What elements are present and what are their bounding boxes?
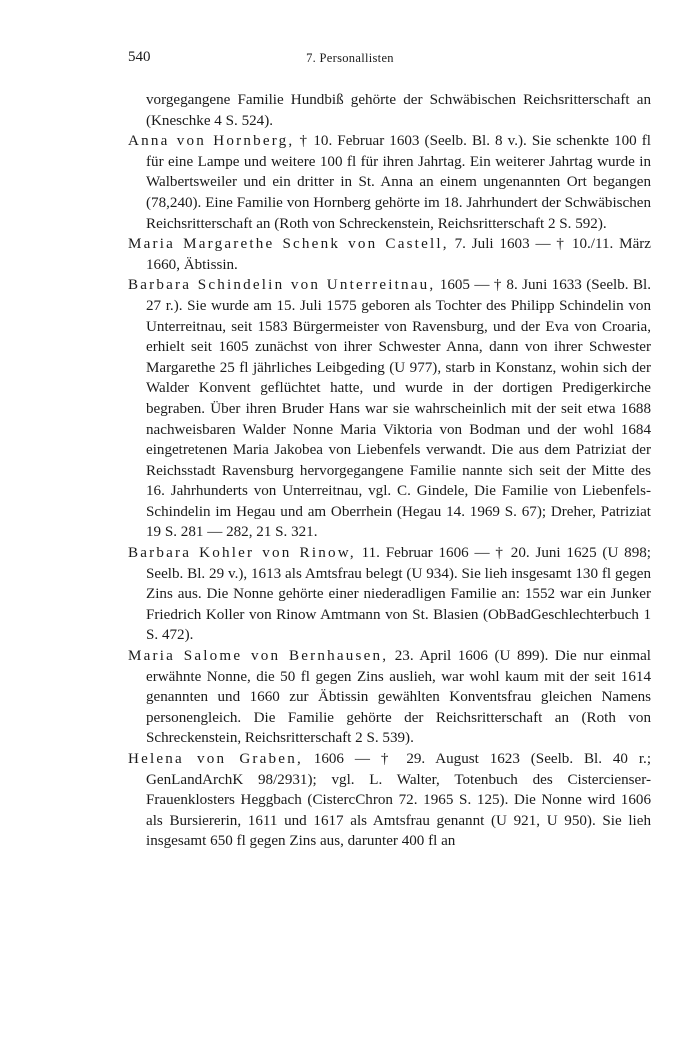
entry-maria-salome (128, 646, 651, 749)
entry-continuation (128, 90, 651, 131)
entry-maria-margarethe-schenk (128, 234, 651, 275)
entry-barbara-schindelin (128, 275, 651, 543)
entry-anna-von-hornberg (128, 131, 651, 234)
entry-text: 11. Februar 1606 — † 20. Juni 1625 (U 898; Seelb. Bl. 29 v.), 1613 als Amtsfrau belegt (U 934). Sie lieh insgesamt 130 fl gegen Zins aus. Die Nonne gehörte einer niederadligen Familie an: 1552 war ein Junker Friedrich Koller von Rinow Amtmann von St. Blasien (ObBadGeschlechterbuch 1 S. 472). (146, 545, 652, 644)
entry-name: Barbara Kohler von Rinow, (128, 545, 356, 562)
entry-helena-von-graben (128, 749, 651, 852)
entry-text: 7. Juli 1603 — † 10./11. März 1660, Äbtissin. (146, 236, 651, 273)
running-head: 7. Personallisten (306, 51, 394, 65)
entry-barbara-kohler (128, 543, 651, 646)
entry-name: Maria Salome von Bernhausen, (128, 648, 389, 665)
page-number: 540 (128, 49, 151, 65)
entry-text: 1605 — † 8. Juni 1633 (Seelb. Bl. 27 r.). Sie wurde am 15. Juli 1575 geboren als Tochter des Philipp Schindelin von Unterreitnau, seit 1583 Bürgermeister von Ravensburg, und der Eva von Croaria, erhielt seit 1605 zunächst von ihrer Schwester Anna, dann von ihrer Schwester Margarethe 25 fl jährliches Leibgeding (U 977), starb in Konstanz, wohin sich der Walder Konvent geflüchtet hatte, und wurde in der dortigen Predigerkirche begraben. Über ihren Bruder Hans war sie wahrscheinlich mit der seit etwa 1688 nachweisbaren Walder Nonne Maria Viktoria von Bodman und der wohl 1684 eingetretenen Maria Jakobea von Liebenfels verwandt. Die aus dem Patriziat der Reichsstadt Ravensburg hervorgegangene Familie nannte sich seit der Mitte des 16. Jahrhunderts von Unterreitnau, vgl. C. Gindele, Die Familie von Liebenfels-Schindelin im Hegau und am Oberrhein (Hegau 14. 1969 S. 67); Dreher, Patriziat 19 S. 281 — 282, 21 S. 321. (146, 277, 651, 541)
text-body (128, 90, 651, 852)
entry-text: † 10. Februar 1603 (Seelb. Bl. 8 v.). Sie schenkte 100 fl für eine Lampe und weitere 100 fl für ihren Jahrtag. Ein weiterer Jahrtag wurde in Walbertsweiler und ein dritter in St. Anna an einem ungenannten Ort begangen (78,240). Eine Familie von Hornberg gehörte im 18. Jahrhundert der Schwäbischen Reichsritterschaft an (Roth von Schreckenstein, Reichsritterschaft 2 S. 592). (146, 133, 651, 232)
entry-name: Barbara Schindelin von Unterreitnau, (128, 277, 436, 294)
entry-text: 23. April 1606 (U 899). Die nur einmal erwähnte Nonne, die 50 fl gegen Zins auslieh, war wohl kaum mit der seit 1614 genannten und 1660 zur Äbtissin gewählten Konventsfrau gleichen Namens personengleich. Die Familie gehörte der Reichsritterschaft an (Roth von Schreckenstein, Reichsritterschaft 2 S. 539). (146, 648, 652, 747)
entry-text: vorgegangene Familie Hundbiß gehörte der Schwäbischen Reichsritterschaft an (Kneschke 4 S. 524). (146, 92, 651, 129)
entry-name: Maria Margarethe Schenk von Castell, (128, 236, 449, 253)
entry-name: Anna von Hornberg, (128, 133, 295, 150)
entry-text: 1606 — † 29. August 1623 (Seelb. Bl. 40 r.; GenLandArchK 98/2931); vgl. L. Walter, Totenbuch des Cistercienser-Frauenklosters Heggbach (CistercChron 72. 1965 S. 125). Die Nonne wird 1606 als Bursiererin, 1611 und 1617 als Amtsfrau genannt (U 921, U 950). Sie lieh insgesamt 650 fl gegen Zins aus, darunter 400 fl an (146, 751, 652, 850)
entry-name: Helena von Graben, (128, 751, 303, 767)
